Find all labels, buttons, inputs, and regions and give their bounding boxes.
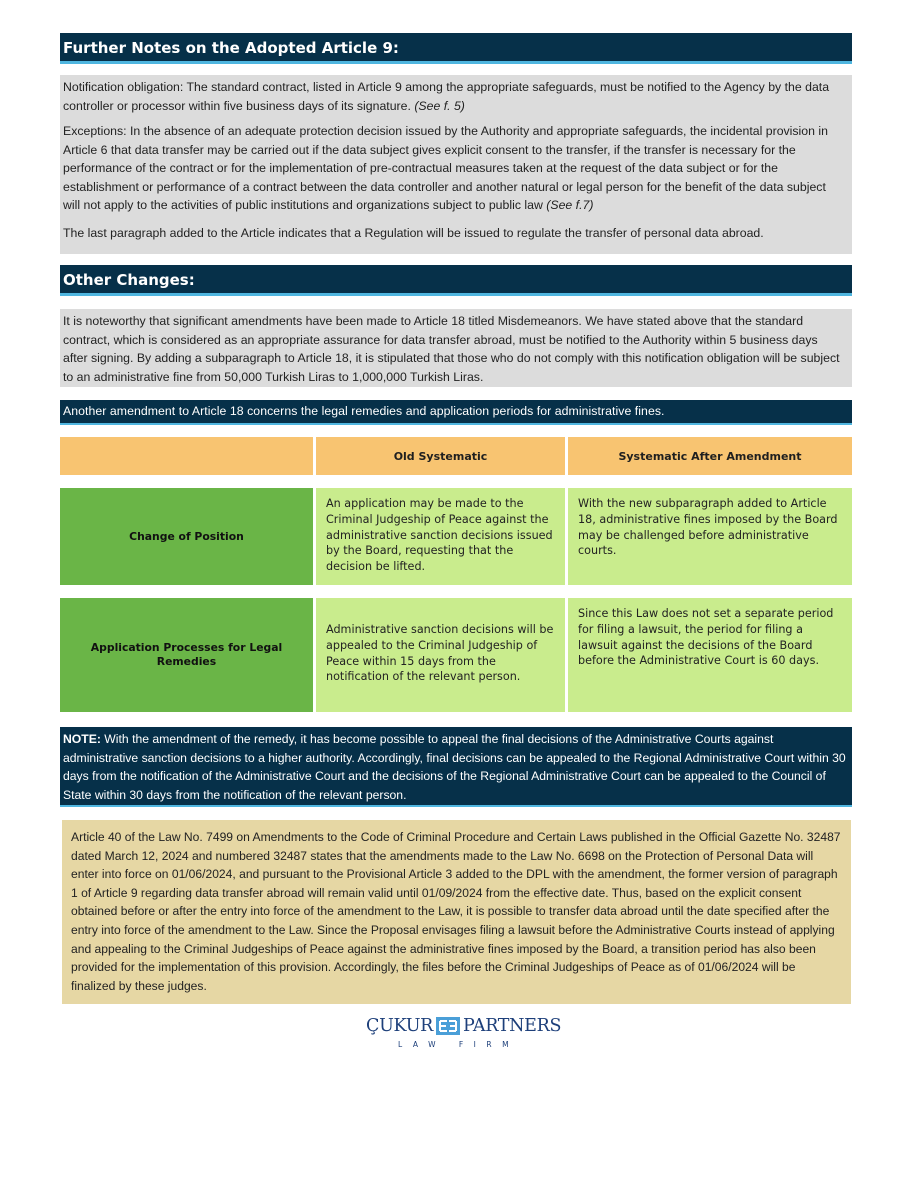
paragraph-misdemeanors: It is noteworthy that significant amendments have been made to Article 18 titled Misdemeanors. We have stated above that the standard contract, which is considered as an appropriate assurance for data transfer abroad, must be notified to the Authority within 5 business days after signing. By adding a subparagraph to Article 18, it is stipulated that those who do not comply with this notification obligation will be subject to an administrative fine from 50,000 Turkish Liras to 1,000,000 Turkish Liras.	[63, 314, 840, 384]
further-notes-box	[60, 75, 852, 254]
note-label: NOTE:	[63, 732, 101, 746]
transition-box	[62, 820, 851, 1004]
other-changes-box	[60, 309, 852, 387]
paragraph-notification-obligation: Notification obligation: The standard contract, listed in Article 9 among the appropriate safeguards, must be notified to the Agency by the data controller or processor within five business days of its signature. (See f. 5)	[63, 80, 830, 113]
firm-logo	[366, 1015, 562, 1055]
footnote-reference: (See f. 5)	[414, 98, 465, 113]
section-title: Other Changes:	[63, 271, 195, 289]
transition-paragraph: Article 40 of the Law No. 7499 on Amendments to the Code of Criminal Procedure and Certain Laws published in the Official Gazette No. 32487 dated March 12, 2024 and numbered 32487 states that the amendments made to the Law No. 6698 on the Protection of Personal Data will enter into force on 01/06/2024, and pursuant to the Provisional Article 3 added to the DPL with the amendment, the former version of paragraph 1 of Article 9 regarding data transfer abroad will remain valid until 01/09/2024 from the effective date. Thus, based on the explicit consent obtained before or after the entry into force of the amendment to the Law, it is possible to transfer data abroad until the date specified after the entry into force of the amendment to the Law. Since the Proposal envisages filing a lawsuit before the Administrative Courts instead of applying and appealing to the Criminal Judgeships of Peace against the administrative fines imposed by the Board, a transition period has also been provided for the implementation of this provision. Accordingly, the files before the Criminal Judgeships of Peace as of 01/06/2024 will be finalized by these judges.	[71, 830, 841, 993]
table-header-after-amendment: Systematic After Amendment	[568, 437, 852, 475]
table-row-label: Change of Position	[60, 488, 313, 585]
amendment-banner: Another amendment to Article 18 concerns the legal remedies and application periods for administrative fines.	[60, 400, 852, 425]
note-box	[60, 727, 852, 807]
table-cell-new: Since this Law does not set a separate period for filing a lawsuit, the period for filing a lawsuit against the decisions of the Board before the Administrative Court is 60 days.	[568, 598, 852, 712]
table-header-old-systematic: Old Systematic	[316, 437, 565, 475]
section-header-further-notes	[60, 33, 852, 64]
table-row-label: Application Processes for Legal Remedies	[60, 598, 313, 712]
table-cell-old: An application may be made to the Criminal Judgeship of Peace against the administrative sanction decisions issued by the Board, requesting that the decision be lifted.	[316, 488, 565, 585]
paragraph-regulation: The last paragraph added to the Article indicates that a Regulation will be issued to regulate the transfer of personal data abroad.	[63, 225, 764, 240]
section-title: Further Notes on the Adopted Article 9:	[63, 39, 399, 57]
table-header-empty	[60, 437, 313, 475]
table-cell-new: With the new subparagraph added to Article 18, administrative fines imposed by the Board may be challenged before administrative courts.	[568, 488, 852, 585]
note-text: With the amendment of the remedy, it has become possible to appeal the final decisions of the Administrative Courts against administrative sanction decisions to a higher authority. Accordingly, final decisions can be appealed to the Regional Administrative Court within 30 days from the notification of the Administrative Court and the decisions of the Regional Administrative Court can be appealed to the Council of State within 30 days from the notification of the relevant person.	[63, 732, 846, 802]
paragraph-exceptions: Exceptions: In the absence of an adequate protection decision issued by the Authority and appropriate safeguards, the incidental provision in Article 6 that data transfer may be carried out if the data subject gives explicit consent to the transfer, if the transfer is necessary for the performance of the contract or for the implementation of pre-contractual measures taken at the request of the data subject or for the establishment or performance of a contract between the data controller and another natural or legal person for the benefit of the data subject will not apply to the activities of public institutions and organizations subject to public law (See f.7)	[63, 124, 828, 212]
table-cell-old: Administrative sanction decisions will be appealed to the Criminal Judgeship of Peace within 15 days from the notification of the relevant person.	[316, 598, 565, 712]
footnote-reference: (See f.7)	[546, 198, 594, 212]
logo-mark-icon	[436, 1017, 460, 1035]
section-header-other-changes	[60, 265, 852, 296]
logo-word-right: PARTNERS	[463, 1016, 562, 1036]
logo-subtitle: LAW FIRM	[398, 1040, 520, 1049]
logo-word-left: ÇUKUR	[366, 1016, 434, 1036]
